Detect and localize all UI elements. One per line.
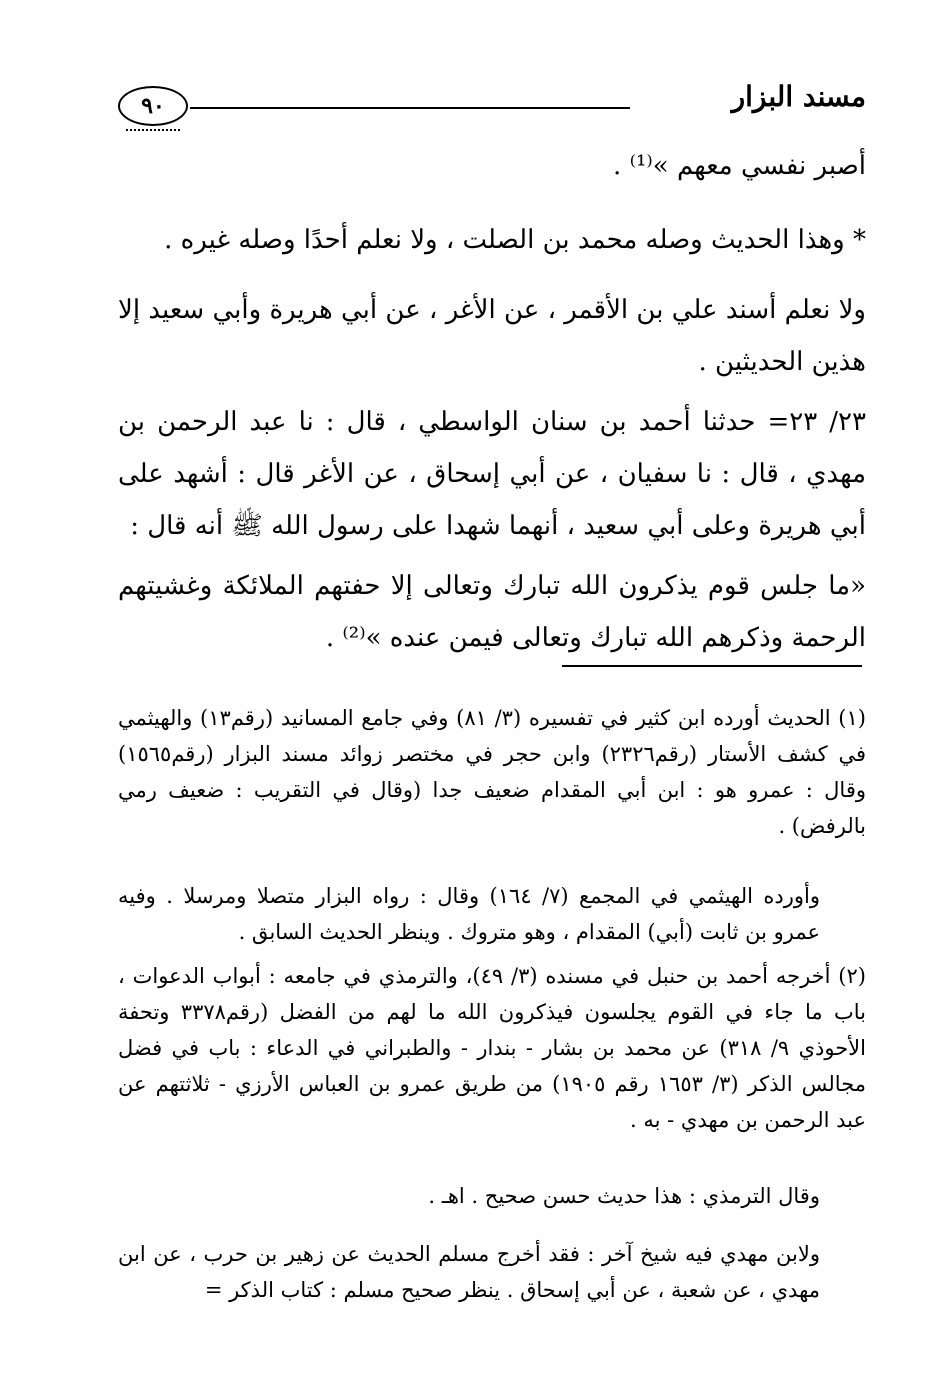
footnote-separator: [562, 665, 862, 667]
page-number: ٩٠: [141, 93, 165, 119]
paragraph-comment: * وهذا الحديث وصله محمد بن الصلت ، ولا نعلم أحدًا وصله غيره .: [164, 225, 866, 255]
footnote-2-tirmidhi: وقال الترمذي : هذا حديث حسن صحيح . اهـ .: [428, 1184, 820, 1208]
paragraph-hadith-text: «ما جلس قوم يذكرون الله تبارك وتعالى إلا حفتهم الملائكة وغشيتهم الرحمة وذكرهم الله تبارك وتعالى فيمن عنده »⁽²⁾ .: [118, 571, 866, 653]
footnote-1-continuation: وأورده الهيثمي في المجمع (٧/ ١٦٤) وقال : رواه البزار متصلا ومرسلا . وفيه عمرو بن ثابت (أبي) المقدام ، وهو متروك . وينظر الحديث السابق .: [118, 884, 820, 944]
footnote-1: (١) الحديث أورده ابن كثير في تفسيره (٣/ ٨١) وفي جامع المسانيد (رقم١٣) والهيثمي في كشف الأستار (رقم٢٣٢٦) وابن حجر في مختصر زوائد مسند البزار (رقم١٥٦٥) وقال : عمرو هو : ابن أبي المقدام ضعيف جدا (وقال في التقريب : ضعيف رمي بالرفض) .: [118, 706, 866, 838]
book-title: مسند البزار: [731, 80, 866, 113]
page-number-badge: [118, 86, 188, 126]
page-header: [118, 70, 866, 130]
paragraph-note: ولا نعلم أسند علي بن الأقمر ، عن الأغر ، عن أبي هريرة وأبي سعيد إلا هذين الحديثين .: [118, 295, 866, 377]
paragraph-continuation: أصبر نفسي معهم »⁽¹⁾ .: [613, 151, 866, 181]
header-rule: [190, 107, 630, 109]
footnote-2-continuation: ولابن مهدي فيه شيخ آخر : فقد أخرج مسلم الحديث عن زهير بن حرب ، عن ابن مهدي ، عن شعبة ، عن أبي إسحاق . ينظر صحيح مسلم : كتاب الذكر =: [118, 1242, 820, 1302]
paragraph-hadith-chain: ٢٣/ ٢٣= حدثنا أحمد بن سنان الواسطي ، قال : نا عبد الرحمن بن مهدي ، قال : نا سفيان ، عن أبي إسحاق ، عن الأغر قال : أشهد على أبي هريرة وعلى أبي سعيد ، أنهما شهدا على رسول الله ﷺ أنه قال :: [118, 407, 866, 541]
footnote-2: (٢) أخرجه أحمد بن حنبل في مسنده (٣/ ٤٩)، والترمذي في جامعه : أبواب الدعوات ، باب ما جاء في القوم يجلسون فيذكرون الله ما لهم من الفضل (رقم٣٣٧٨ وتحفة الأحوذي ٩/ ٣١٨) عن محمد بن بشار - بندار - والطبراني في الدعاء : باب في فضل مجالس الذكر (٣/ ١٦٥٣ رقم ١٩٠٥) من طريق عمرو بن العباس الأرزي - ثلاثتهم عن عبد الرحمن بن مهدي - به .: [118, 964, 866, 1132]
